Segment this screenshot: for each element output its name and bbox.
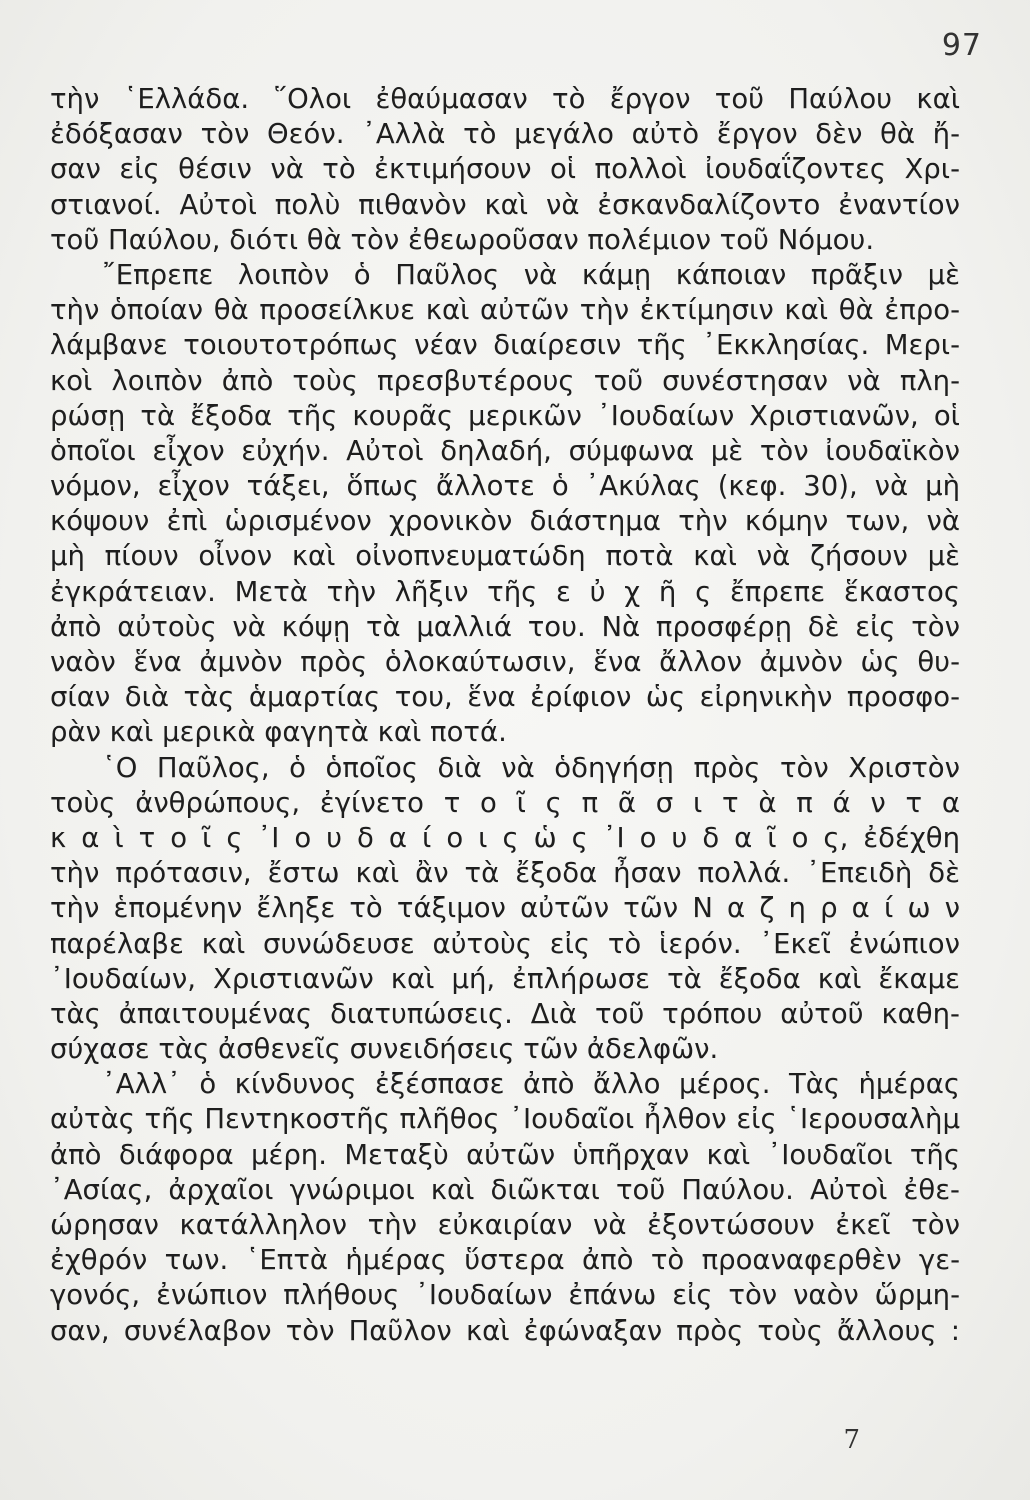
- text-line: μὴ πίουν οἶνον καὶ οἰνοπνευματώδη ποτὰ καὶ νὰ ζήσουν μὲ: [50, 540, 960, 573]
- text-line: ρώσῃ τὰ ἔξοδα τῆς κουρᾶς μερικῶν ᾿Ιουδαίων Χριστιανῶν, οἱ: [50, 399, 960, 432]
- text-line: νόμον, εἶχον τάξει, ὅπως ἄλλοτε ὁ ᾿Ακύλας (κεφ. 30), νὰ μὴ: [50, 470, 960, 503]
- text-line: ᾿Ιουδαίων, Χριστιανῶν καὶ μή, ἐπλήρωσε τὰ ἔξοδα καὶ ἔκαμε: [50, 962, 960, 995]
- text-line: σαν εἰς θέσιν νὰ τὸ ἐκτιμήσουν οἱ πολλοὶ ἰουδαΐζοντες Χρι-: [50, 153, 960, 186]
- text-line: σίαν διὰ τὰς ἁμαρτίας του, ἕνα ἐρίφιον ὡς εἰρηνικὴν προσφο-: [50, 681, 960, 714]
- text-line: ῾Ο Παῦλος, ὁ ὁποῖος διὰ νὰ ὁδηγήσῃ πρὸς τὸν Χριστὸν: [102, 751, 960, 784]
- text-line: ἐγκράτειαν. Μετὰ τὴν λῆξιν τῆς ε ὐ χ ῆ ς ἔπρεπε ἕκαστος: [50, 575, 960, 608]
- text-line: τὴν ῾Ελλάδα. ῞Ολοι ἐθαύμασαν τὸ ἔργον τοῦ Παύλου καὶ: [50, 83, 960, 115]
- text-line: κόψουν ἐπὶ ὡρισμένον χρονικὸν διάστημα τὴν κόμην των, νὰ: [50, 505, 960, 538]
- text-line: στιανοί. Αὐτοὶ πολὺ πιθανὸν καὶ νὰ ἐσκανδαλίζοντο ἐναντίον: [50, 188, 960, 221]
- body-text: [50, 82, 960, 1349]
- text-line: τὴν πρότασιν, ἔστω καὶ ἂν τὰ ἔξοδα ἦσαν πολλά. ᾿Επειδὴ δὲ: [50, 857, 960, 890]
- text-line: λάμβανε τοιουτοτρόπως νέαν διαίρεσιν τῆς ᾿Εκκλησίας. Μερι-: [50, 329, 960, 362]
- text-line: κοὶ λοιπὸν ἀπὸ τοὺς πρεσβυτέρους τοῦ συνέστησαν νὰ πλη-: [50, 364, 960, 397]
- text-line: κ α ὶ τ ο ῖ ς ᾿Ι ο υ δ α ί ο ι ς ὡ ς ᾿Ι ο υ δ α ῖ ο ς, ἐδέχθη: [50, 821, 960, 854]
- text-line: γονός, ἐνώπιον πλήθους ᾿Ιουδαίων ἐπάνω εἰς τὸν ναὸν ὥρμη-: [50, 1279, 960, 1312]
- text-line: ἐδόξασαν τὸν Θεόν. ᾿Αλλὰ τὸ μεγάλο αὐτὸ ἔργον δὲν θὰ ἤ-: [50, 118, 960, 151]
- text-line: ᾿Ασίας, ἀρχαῖοι γνώριμοι καὶ διῶκται τοῦ Παύλου. Αὐτοὶ ἐθε-: [50, 1173, 960, 1206]
- text-line: τοῦ Παύλου, διότι θὰ τὸν ἐθεωροῦσαν πολέμιον τοῦ Νόμου.: [50, 223, 875, 256]
- text-line: σύχασε τὰς ἀσθενεῖς συνειδήσεις τῶν ἀδελφῶν.: [50, 1033, 719, 1066]
- text-line: αὐτὰς τῆς Πεντηκοστῆς πλῆθος ᾿Ιουδαῖοι ἦλθον εἰς ῾Ιερουσαλὴμ: [50, 1103, 960, 1136]
- text-line: ἐχθρόν των. ῾Επτὰ ἡμέρας ὕστερα ἀπὸ τὸ προαναφερθὲν γε-: [50, 1244, 960, 1277]
- text-line: ὁποῖοι εἶχον εὐχήν. Αὐτοὶ δηλαδή, σύμφωνα μὲ τὸν ἰουδαϊκὸν: [50, 434, 960, 467]
- page-number: 97: [941, 28, 982, 63]
- text-line: ἀπὸ αὐτοὺς νὰ κόψῃ τὰ μαλλιά του. Νὰ προσφέρῃ δὲ εἰς τὸν: [50, 610, 960, 643]
- signature-mark: 7: [843, 1425, 860, 1455]
- text-line: τὰς ἀπαιτουμένας διατυπώσεις. Διὰ τοῦ τρόπου αὐτοῦ καθη-: [50, 997, 960, 1030]
- text-line: ἀπὸ διάφορα μέρη. Μεταξὺ αὐτῶν ὑπῆρχαν καὶ ᾿Ιουδαῖοι τῆς: [50, 1138, 960, 1171]
- text-line: ναὸν ἕνα ἀμνὸν πρὸς ὁλοκαύτωσιν, ἕνα ἄλλον ἀμνὸν ὡς θυ-: [50, 646, 960, 678]
- text-line: ῎Επρεπε λοιπὸν ὁ Παῦλος νὰ κάμῃ κάποιαν πρᾶξιν μὲ: [102, 258, 960, 291]
- text-line: τοὺς ἀνθρώπους, ἐγίνετο τ ο ῖ ς π ᾶ σ ι τ ὰ π ά ν τ α: [50, 786, 960, 819]
- text-line: τὴν ἑπομένην ἔληξε τὸ τάξιμον αὐτῶν τῶν Ν α ζ η ρ α ί ω ν: [50, 892, 960, 925]
- text-line: τὴν ὁποίαν θὰ προσείλκυε καὶ αὐτῶν τὴν ἐκτίμησιν καὶ θὰ ἐπρο-: [50, 294, 960, 327]
- text-line: ρὰν καὶ μερικὰ φαγητὰ καὶ ποτά.: [50, 716, 507, 749]
- text-line: σαν, συνέλαβον τὸν Παῦλον καὶ ἐφώναξαν πρὸς τοὺς ἄλλους :: [50, 1314, 960, 1347]
- text-line: ώρησαν κατάλληλον τὴν εὐκαιρίαν νὰ ἐξοντώσουν ἐκεῖ τὸν: [50, 1209, 960, 1241]
- text-line: ᾿Αλλ᾿ ὁ κίνδυνος ἐξέσπασε ἀπὸ ἄλλο μέρος. Τὰς ἡμέρας: [102, 1068, 960, 1101]
- text-line: παρέλαβε καὶ συνώδευσε αὐτοὺς εἰς τὸ ἱερόν. ᾿Εκεῖ ἐνώπιον: [50, 927, 960, 960]
